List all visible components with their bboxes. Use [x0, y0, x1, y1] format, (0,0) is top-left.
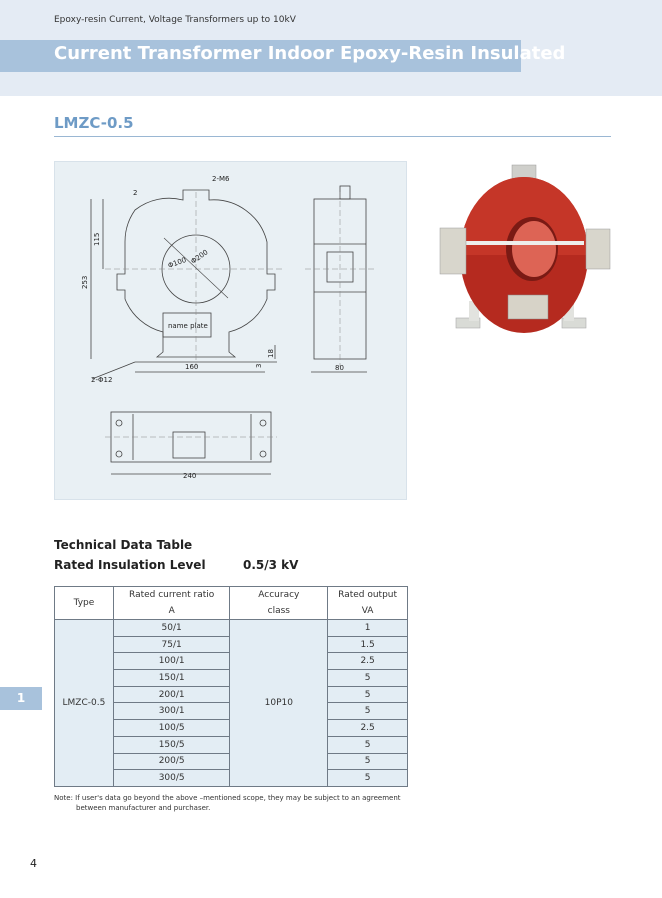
- output-cell: 5: [328, 753, 408, 770]
- technical-data-table: [54, 586, 408, 787]
- ratio-cell: 300/5: [113, 770, 230, 787]
- ratio-cell: 150/1: [113, 670, 230, 687]
- insulation-label: Rated Insulation Level: [54, 558, 206, 572]
- label-nameplate: name plate: [168, 322, 208, 330]
- type-cell: LMZC-0.5: [55, 620, 114, 787]
- product-photo: [436, 163, 614, 349]
- section-tab: 1: [0, 687, 42, 710]
- ratio-cell: 100/1: [113, 653, 230, 670]
- label-phi100: Φ100: [166, 255, 188, 270]
- col-type-header: Type: [55, 587, 114, 620]
- label-160: 160: [185, 363, 199, 371]
- label-240: 240: [183, 472, 197, 480]
- label-18: 18: [267, 349, 275, 358]
- label-phi12: 2-Φ12: [91, 376, 113, 384]
- header-subtitle: Epoxy-resin Current, Voltage Transformers up to 10kV: [54, 15, 296, 25]
- table-row: [55, 620, 408, 637]
- model-heading: LMZC-0.5: [54, 114, 134, 132]
- page-title: Current Transformer Indoor Epoxy-Resin Insulated: [54, 43, 566, 64]
- product-photo-svg: [436, 163, 614, 349]
- technical-drawing: [54, 161, 407, 500]
- output-cell: 2.5: [328, 720, 408, 737]
- output-cell: 5: [328, 703, 408, 720]
- page-number: 4: [30, 857, 37, 870]
- ratio-cell: 200/1: [113, 686, 230, 703]
- output-cell: 1: [328, 620, 408, 637]
- col-ratio-header: Rated current ratio A: [113, 587, 230, 620]
- output-cell: 5: [328, 736, 408, 753]
- output-cell: 5: [328, 770, 408, 787]
- label-2: 2: [133, 189, 138, 197]
- ratio-cell: 50/1: [113, 620, 230, 637]
- ratio-cell: 300/1: [113, 703, 230, 720]
- model-divider: [54, 136, 611, 137]
- label-115: 115: [93, 232, 101, 246]
- table-header-row: [55, 587, 408, 620]
- ratio-cell: 75/1: [113, 636, 230, 653]
- accuracy-cell: 10P10: [230, 620, 328, 787]
- label-phi200: Φ200: [189, 248, 210, 266]
- footnote-continued: between manufacturer and purchaser.: [76, 804, 211, 812]
- label-80: 80: [335, 364, 344, 372]
- col-accuracy-header: Accuracy class: [230, 587, 328, 620]
- col-output-header: Rated output VA: [328, 587, 408, 620]
- drawing-svg: [55, 162, 408, 501]
- insulation-value: 0.5/3 kV: [243, 558, 299, 572]
- tech-table-heading: Technical Data Table: [54, 538, 193, 552]
- output-cell: 5: [328, 670, 408, 687]
- output-cell: 1.5: [328, 636, 408, 653]
- ratio-cell: 150/5: [113, 736, 230, 753]
- ratio-cell: 200/5: [113, 753, 230, 770]
- label-3: 3: [255, 363, 263, 368]
- label-253: 253: [81, 275, 89, 289]
- output-cell: 2.5: [328, 653, 408, 670]
- footnote: Note: If user's data go beyond the above –mentioned scope, they may be subject to an agreement: [54, 794, 401, 802]
- label-m6: 2-M6: [212, 175, 230, 183]
- ratio-cell: 100/5: [113, 720, 230, 737]
- output-cell: 5: [328, 686, 408, 703]
